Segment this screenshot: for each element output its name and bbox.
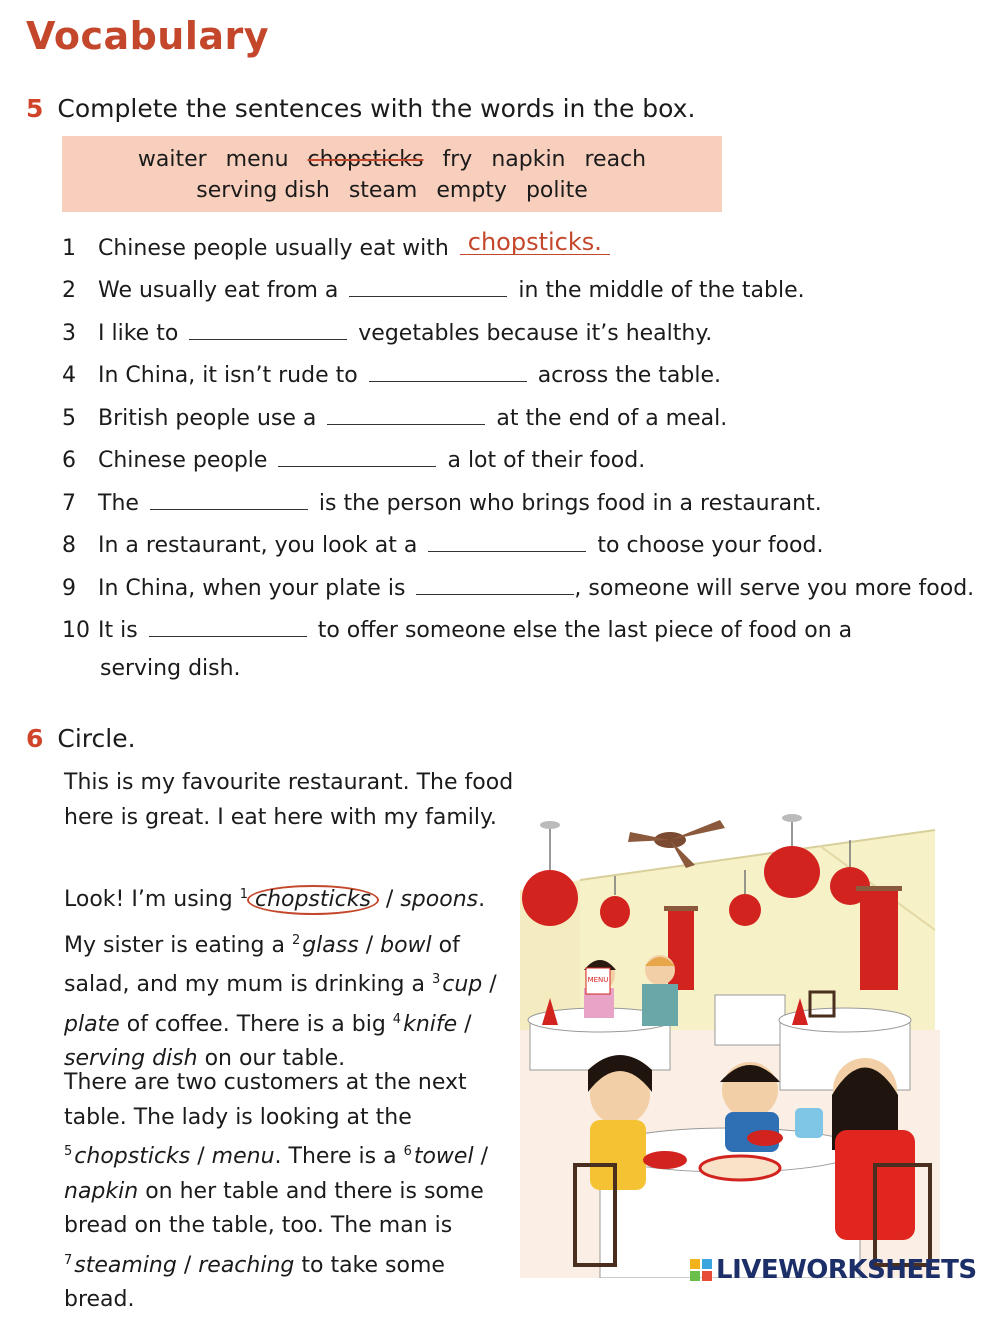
sentence-text-after: to offer someone else the last piece of food on a (317, 618, 853, 643)
sentence-number: 10 (62, 618, 90, 643)
answer-blank-7[interactable] (150, 487, 308, 510)
word-box-row-2 (62, 175, 722, 206)
word-box (62, 136, 722, 212)
word-box-word: fry (442, 147, 473, 172)
word-box-word: empty (436, 178, 507, 203)
text: on her table and there is some bread on the table, too. The man is (64, 1178, 484, 1238)
section-5-instruction: Complete the sentences with the words in the box. (57, 94, 696, 123)
sentence-2 (62, 274, 805, 304)
sentence-6 (62, 444, 645, 474)
text: of coffee. There is a big (126, 1011, 386, 1037)
choice-3-option-b[interactable]: plate (64, 1011, 120, 1037)
paragraph-1: This is my favourite restaurant. The food here is great. I eat here with my family. (64, 770, 514, 830)
page-title: Vocabulary (26, 14, 270, 58)
watermark-text: LIVEWORKSHEETS (716, 1255, 977, 1285)
sentence-text-after: in the middle of the table. (518, 278, 805, 303)
text: of salad, and my mum is drinking a (64, 932, 460, 997)
choice-2-option-a[interactable]: glass (302, 932, 359, 958)
sentence-text-after: to choose your food. (597, 533, 824, 558)
section-5-heading (26, 94, 695, 123)
sentence-text-after: a lot of their food. (447, 448, 646, 473)
choice-number: 1 (239, 887, 248, 902)
word-box-word: reach (584, 147, 647, 172)
paragraph-2 (64, 878, 514, 1077)
choice-number: 4 (392, 1011, 402, 1027)
choice-4-option-b[interactable]: serving dish (64, 1046, 198, 1071)
sentence-text-before: I like to (98, 321, 179, 346)
choice-1-option-a-circled[interactable]: chopsticks (247, 885, 379, 915)
sentence-text-before: We usually eat from a (98, 278, 339, 303)
sentence-1 (62, 228, 614, 262)
sentence-text-after: at the end of a meal. (496, 406, 728, 431)
sentence-number: 4 (62, 363, 76, 388)
sentence-10-continuation: serving dish. (100, 656, 241, 681)
sentence-number: 7 (62, 491, 76, 516)
choice-number: 5 (64, 1144, 73, 1159)
sentence-text-after: is the person who brings food in a restaurant. (318, 491, 822, 516)
sentence-text-before: British people use a (98, 406, 317, 431)
menu-label: MENU (587, 976, 609, 984)
section-6-instruction: Circle. (57, 724, 136, 753)
answer-blank-6[interactable] (278, 444, 436, 467)
sentence-text-before: Chinese people (98, 448, 268, 473)
sentence-text-before: In China, when your plate is (98, 576, 406, 601)
sentence-number: 9 (62, 576, 76, 601)
sentence-text-after: , someone will serve you more food. (574, 576, 975, 601)
word-box-row-1 (62, 144, 722, 175)
choice-number: 3 (431, 972, 441, 987)
sentence-text-before: The (98, 491, 139, 516)
section-6-heading (26, 724, 136, 753)
sentence-8 (62, 529, 823, 559)
sentence-number: 3 (62, 321, 76, 346)
text: There are two customers at the next table. The lady is looking at the (64, 1070, 467, 1130)
word-box-word: menu (225, 147, 289, 172)
sentence-text-before: It is (98, 618, 138, 643)
sentence-text-after: across the table. (537, 363, 722, 388)
sentence-7 (62, 487, 822, 517)
paragraph-3: There are two customers at the next table. The lady is looking at the $^5$chopsticks / menu. There is a $^6$towel / napkin on her table and there is some bread on the table, too. The man is $^7$steaming / reaching to take some bread. (64, 1070, 488, 1312)
answer-blank-3[interactable] (189, 317, 347, 340)
liveworksheets-watermark (690, 1255, 977, 1285)
choice-7-option-a[interactable]: steaming (74, 1252, 177, 1278)
word-box-word: napkin (491, 147, 566, 172)
text: . (478, 887, 486, 912)
text: on our table. (204, 1046, 346, 1071)
answer-blank-4[interactable] (369, 359, 527, 382)
choice-separator: / (378, 887, 401, 912)
word-box-word: steam (348, 178, 418, 203)
answer-text: chopsticks. (467, 228, 602, 256)
choice-number: 2 (291, 932, 301, 948)
section-5-number: 5 (26, 94, 44, 123)
section-6-number: 6 (26, 724, 44, 753)
text: My sister is eating a (64, 932, 285, 958)
paragraph-2-body: My sister is eating a $^2$glass / bowl of salad, and my mum is drinking a $^3$cup / plate of coffee. There is a big $^4$knife / serving dish on our table. (64, 932, 497, 1071)
sentence-3 (62, 317, 712, 347)
sentence-number: 6 (62, 448, 76, 473)
word-box-word-used: chopsticks (307, 147, 424, 172)
text: . There is a (274, 1144, 397, 1169)
choice-2-option-b[interactable]: bowl (380, 932, 432, 958)
sentence-4 (62, 359, 721, 389)
choice-5-option-b[interactable]: menu (211, 1144, 275, 1169)
sentence-number: 5 (62, 406, 76, 431)
choice-number: 7 (64, 1252, 73, 1268)
choice-1-option-b[interactable]: spoons (400, 887, 479, 912)
sentence-text-before: In a restaurant, you look at a (98, 533, 418, 558)
choice-5-option-a[interactable]: chopsticks (74, 1144, 191, 1169)
liveworksheets-logo-icon (690, 1259, 712, 1281)
choice-7-option-b[interactable]: reaching (198, 1252, 295, 1278)
word-box-word: waiter (137, 147, 207, 172)
sentence-9 (62, 572, 974, 602)
choice-6-option-b[interactable]: napkin (64, 1178, 139, 1204)
answer-blank-8[interactable] (428, 529, 586, 552)
restaurant-illustration (520, 770, 940, 1278)
choice-4-option-a[interactable]: knife (403, 1011, 458, 1037)
choice-number: 6 (403, 1144, 412, 1159)
answer-blank-10[interactable] (149, 614, 307, 637)
sentence-text-before: Chinese people usually eat with (98, 236, 449, 261)
choice-3-option-a[interactable]: cup (442, 972, 483, 997)
answer-blank-9[interactable] (416, 572, 574, 595)
answer-blank-1[interactable] (460, 228, 610, 256)
choice-6-option-a[interactable]: towel (413, 1144, 474, 1169)
family-front (575, 1055, 930, 1278)
text: to take some bread. (64, 1252, 445, 1312)
sentence-10 (62, 614, 852, 644)
text: Look! I’m using (64, 887, 233, 912)
word-box-word: serving dish (196, 178, 330, 203)
sentence-text-after: vegetables because it’s healthy. (358, 321, 713, 346)
sentence-number: 2 (62, 278, 76, 303)
sentence-5 (62, 402, 727, 432)
answer-blank-2[interactable] (349, 274, 507, 297)
sentence-text-before: In China, it isn’t rude to (98, 363, 358, 388)
sentence-number: 1 (62, 236, 76, 261)
sentence-number: 8 (62, 533, 76, 558)
word-box-word: polite (525, 178, 588, 203)
answer-blank-5[interactable] (327, 402, 485, 425)
